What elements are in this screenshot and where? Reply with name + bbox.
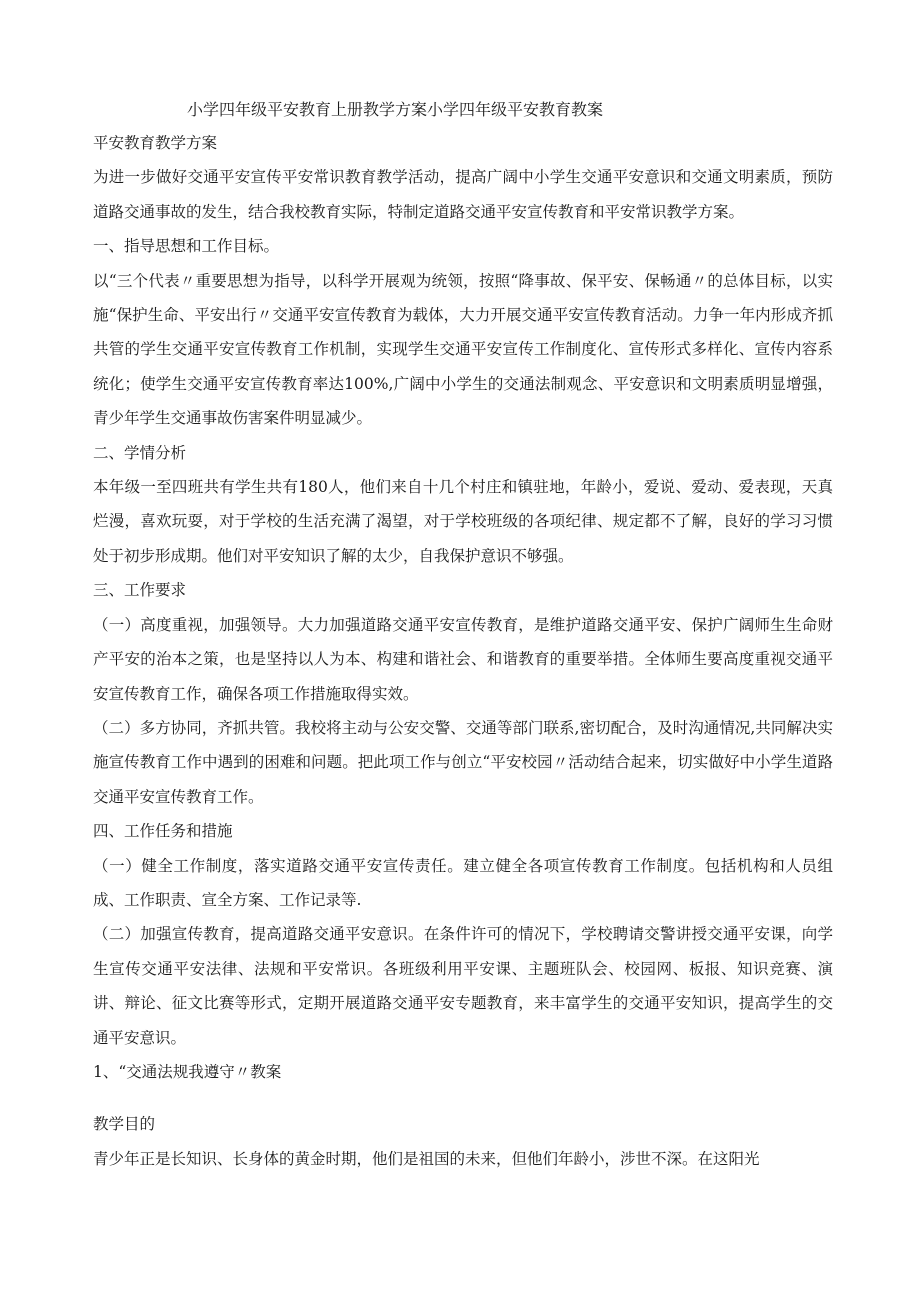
- section-heading: 1、“交通法规我遵守〃教案: [93, 1062, 282, 1081]
- paragraph: （二）加强宣传教育，提高道路交通平安意识。在条件许可的情况下，学校聘请交警讲授交通平安课，向学生宣传交通平安法律、法规和平安常识。各班级利用平安课、主题班队会、校园网、板报、知识竞赛、演讲、辩论、征文比赛等形式，定期开展道路交通平安专题教育，来丰富学生的交通平安知识，提高学生的交通平安意识。: [93, 925, 833, 1047]
- section-heading: 平安教育教学方案: [93, 134, 218, 152]
- paragraph: （一）健全工作制度，落实道路交通平安宣传责任。建立健全各项宣传教育工作制度。包括机构和人员组成、工作职责、宣全方案、工作记录等.: [93, 856, 833, 909]
- document-body: [93, 126, 833, 1176]
- paragraph: （二）多方协同，齐抓共管。我校将主动与公安交警、交通等部门联系,密切配合，及时沟通情况,共同解决实施宣传教育工作中遇到的困难和问题。把此项工作与创立“平安校园〃活动结合起来，切实做好中小学生道路交通平安宣传教育工作。: [93, 718, 833, 806]
- paragraph: 以“三个代表〃重要思想为指导，以科学开展观为统领，按照“降事故、保平安、保畅通〃的总体目标，以实施“保护生命、平安出行〃交通平安宣传教育为载体，大力开展交通平安宣传教育活动。力争一年内形成齐抓共管的学生交通平安宣传教育工作机制，实现学生交通平安宣传工作制度化、宣传形式多样化、宣传内容系统化；使学生交通平安宣传教育率达100%,广阔中小学生的交通法制观念、平安意识和文明素质明显增强，青少年学生交通事故伤害案件明显减少。: [93, 271, 833, 428]
- paragraph: 为进一步做好交通平安宣传平安常识教育教学活动，提高广阔中小学生交通平安意识和交通文明素质，预防道路交通事故的发生，结合我校教育实际，特制定道路交通平安宣传教育和平安常识教学方案。: [93, 168, 833, 221]
- paragraph: （一）高度重视，加强领导。大力加强道路交通平安宣传教育，是维护道路交通平安、保护广阔师生生命财产平安的治本之策，也是坚持以人为本、构建和谐社会、和谐教育的重要举措。全体师生要高度重视交通平安宣传教育工作，确保各项工作措施取得实效。: [93, 615, 833, 703]
- document-title: 小学四年级平安教育上册教学方案小学四年级平安教育教案: [187, 100, 604, 119]
- spacer: [93, 1089, 833, 1107]
- paragraph: 本年级一至四班共有学生共有180人，他们来自十几个村庄和镇驻地，年龄小，爱说、爱动、爱表现，天真烂漫，喜欢玩耍，对于学校的生活充满了渴望，对于学校班级的各项纪律、规定都不了解，良好的学习习惯处于初步形成期。他们对平安知识了解的太少，自我保护意识不够强。: [93, 478, 833, 565]
- paragraph: 青少年正是长知识、长身体的黄金时期，他们是祖国的未来，但他们年龄小，涉世不深。在这阳光: [93, 1149, 760, 1168]
- section-heading: 教学目的: [93, 1115, 156, 1134]
- section-heading: 四、工作任务和措施: [93, 822, 233, 841]
- section-heading: 三、工作要求: [93, 581, 187, 600]
- section-heading: 一、指导思想和工作目标。: [93, 237, 280, 256]
- section-heading: 二、学情分析: [93, 443, 187, 462]
